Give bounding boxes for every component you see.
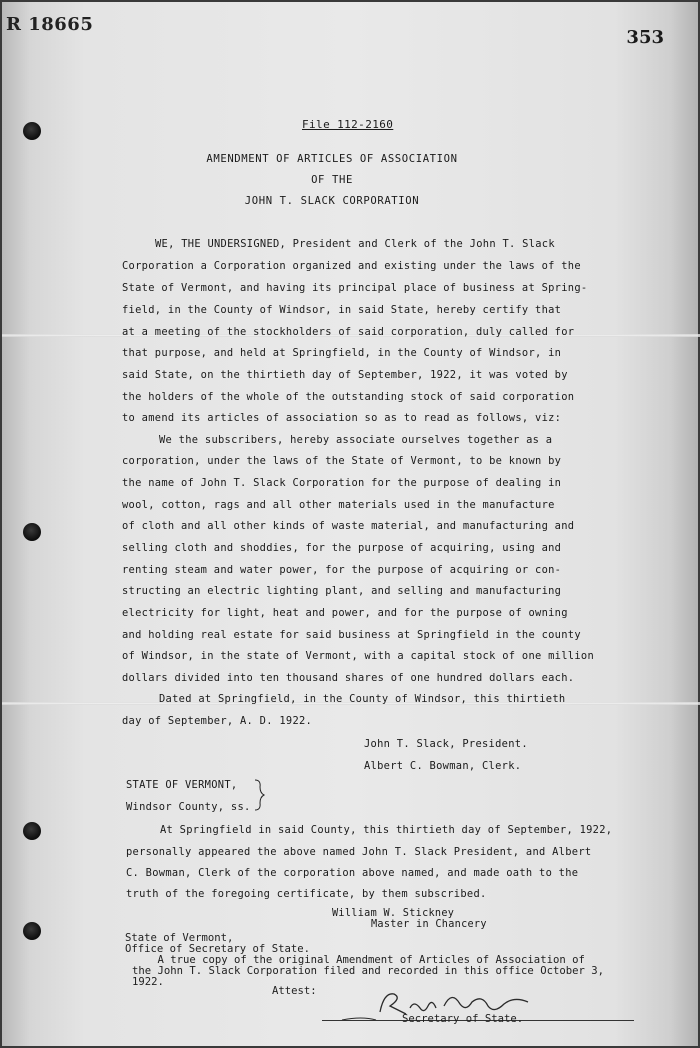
body-line: electricity for light, heat and power, and for the purpose of owning xyxy=(122,607,568,619)
body-line: wool, cotton, rags and all other materials used in the manufacture xyxy=(122,499,555,511)
body-line: to amend its articles of association so as to read as follows, viz: xyxy=(122,412,562,424)
attest-label: Attest: xyxy=(272,985,317,997)
certification-line: 1922. xyxy=(132,976,164,988)
title-line: JOHN T. SLACK CORPORATION xyxy=(244,195,420,207)
acknowledgment-line: truth of the foregoing certificate, by them subscribed. xyxy=(126,888,487,900)
body-line: WE, THE UNDERSIGNED, President and Clerk of the John T. Slack xyxy=(155,238,555,250)
signer-clerk: Albert C. Bowman, Clerk. xyxy=(364,760,522,772)
body-line: of cloth and all other kinds of waste material, and manufacturing and xyxy=(122,520,575,532)
master-name: William W. Stickney xyxy=(332,908,455,919)
body-line: renting steam and water power, for the purpose of acquiring or con- xyxy=(122,564,562,576)
certification-line: Office of Secretary of State. xyxy=(125,943,310,955)
record-stamp-number: R 18665 xyxy=(6,14,94,35)
punch-hole xyxy=(23,523,41,541)
dated-line: Dated at Springfield, in the County of Windsor, this thirtieth xyxy=(159,693,566,705)
certification-line: A true copy of the original Amendment of Articles of Association of xyxy=(132,954,585,966)
certification-line: State of Vermont, xyxy=(125,932,234,944)
venue-county: Windsor County, ss. xyxy=(126,801,251,813)
body-line: and holding real estate for said business at Springfield in the county xyxy=(122,629,581,641)
body-line: dollars divided into ten thousand shares of one hundred dollars each. xyxy=(122,672,575,684)
body-line: of Windsor, in the state of Vermont, with a capital stock of one million xyxy=(122,650,595,662)
body-line: Corporation a Corporation organized and existing under the laws of the xyxy=(122,260,581,272)
body-line: selling cloth and shoddies, for the purpose of acquiring, using and xyxy=(122,542,562,554)
acknowledgment-line: C. Bowman, Clerk of the corporation above named, and made oath to the xyxy=(126,867,579,879)
punch-hole xyxy=(23,922,41,940)
venue-bracket xyxy=(252,778,266,812)
body-line: said State, on the thirtieth day of September, 1922, it was voted by xyxy=(122,369,568,381)
body-line: We the subscribers, hereby associate ourselves together as a xyxy=(159,434,553,446)
acknowledgment-line: personally appeared the above named John T. Slack President, and Albert xyxy=(126,846,592,858)
body-line: State of Vermont, and having its principal place of business at Spring- xyxy=(122,282,588,294)
punch-hole xyxy=(23,122,41,140)
body-line: corporation, under the laws of the State of Vermont, to be known by xyxy=(122,455,562,467)
punch-hole xyxy=(23,822,41,840)
title-line: AMENDMENT OF ARTICLES OF ASSOCIATION xyxy=(206,153,458,165)
body-line: the holders of the whole of the outstanding stock of said corporation xyxy=(122,391,575,403)
body-line: that purpose, and held at Springfield, in the County of Windsor, in xyxy=(122,347,562,359)
dated-line: day of September, A. D. 1922. xyxy=(122,715,313,727)
title-line: OF THE xyxy=(311,174,353,186)
venue-state: STATE OF VERMONT, xyxy=(126,779,238,791)
body-line: structing an electric lighting plant, and selling and manufacturing xyxy=(122,585,562,597)
body-line: the name of John T. Slack Corporation for the purpose of dealing in xyxy=(122,477,562,489)
body-line: field, in the County of Windsor, in said State, hereby certify that xyxy=(122,304,562,316)
master-title: Master in Chancery xyxy=(371,919,487,930)
page-number: 353 xyxy=(626,27,664,48)
acknowledgment-line: At Springfield in said County, this thirtieth day of September, 1922, xyxy=(160,824,613,836)
file-number: File 112-2160 xyxy=(302,118,394,131)
body-line: at a meeting of the stockholders of said corporation, duly called for xyxy=(122,326,575,338)
signer-president: John T. Slack, President. xyxy=(364,738,528,750)
certification-line: the John T. Slack Corporation filed and recorded in this office October 3, xyxy=(132,965,604,977)
secretary-label: Secretary of State. xyxy=(402,1013,524,1025)
